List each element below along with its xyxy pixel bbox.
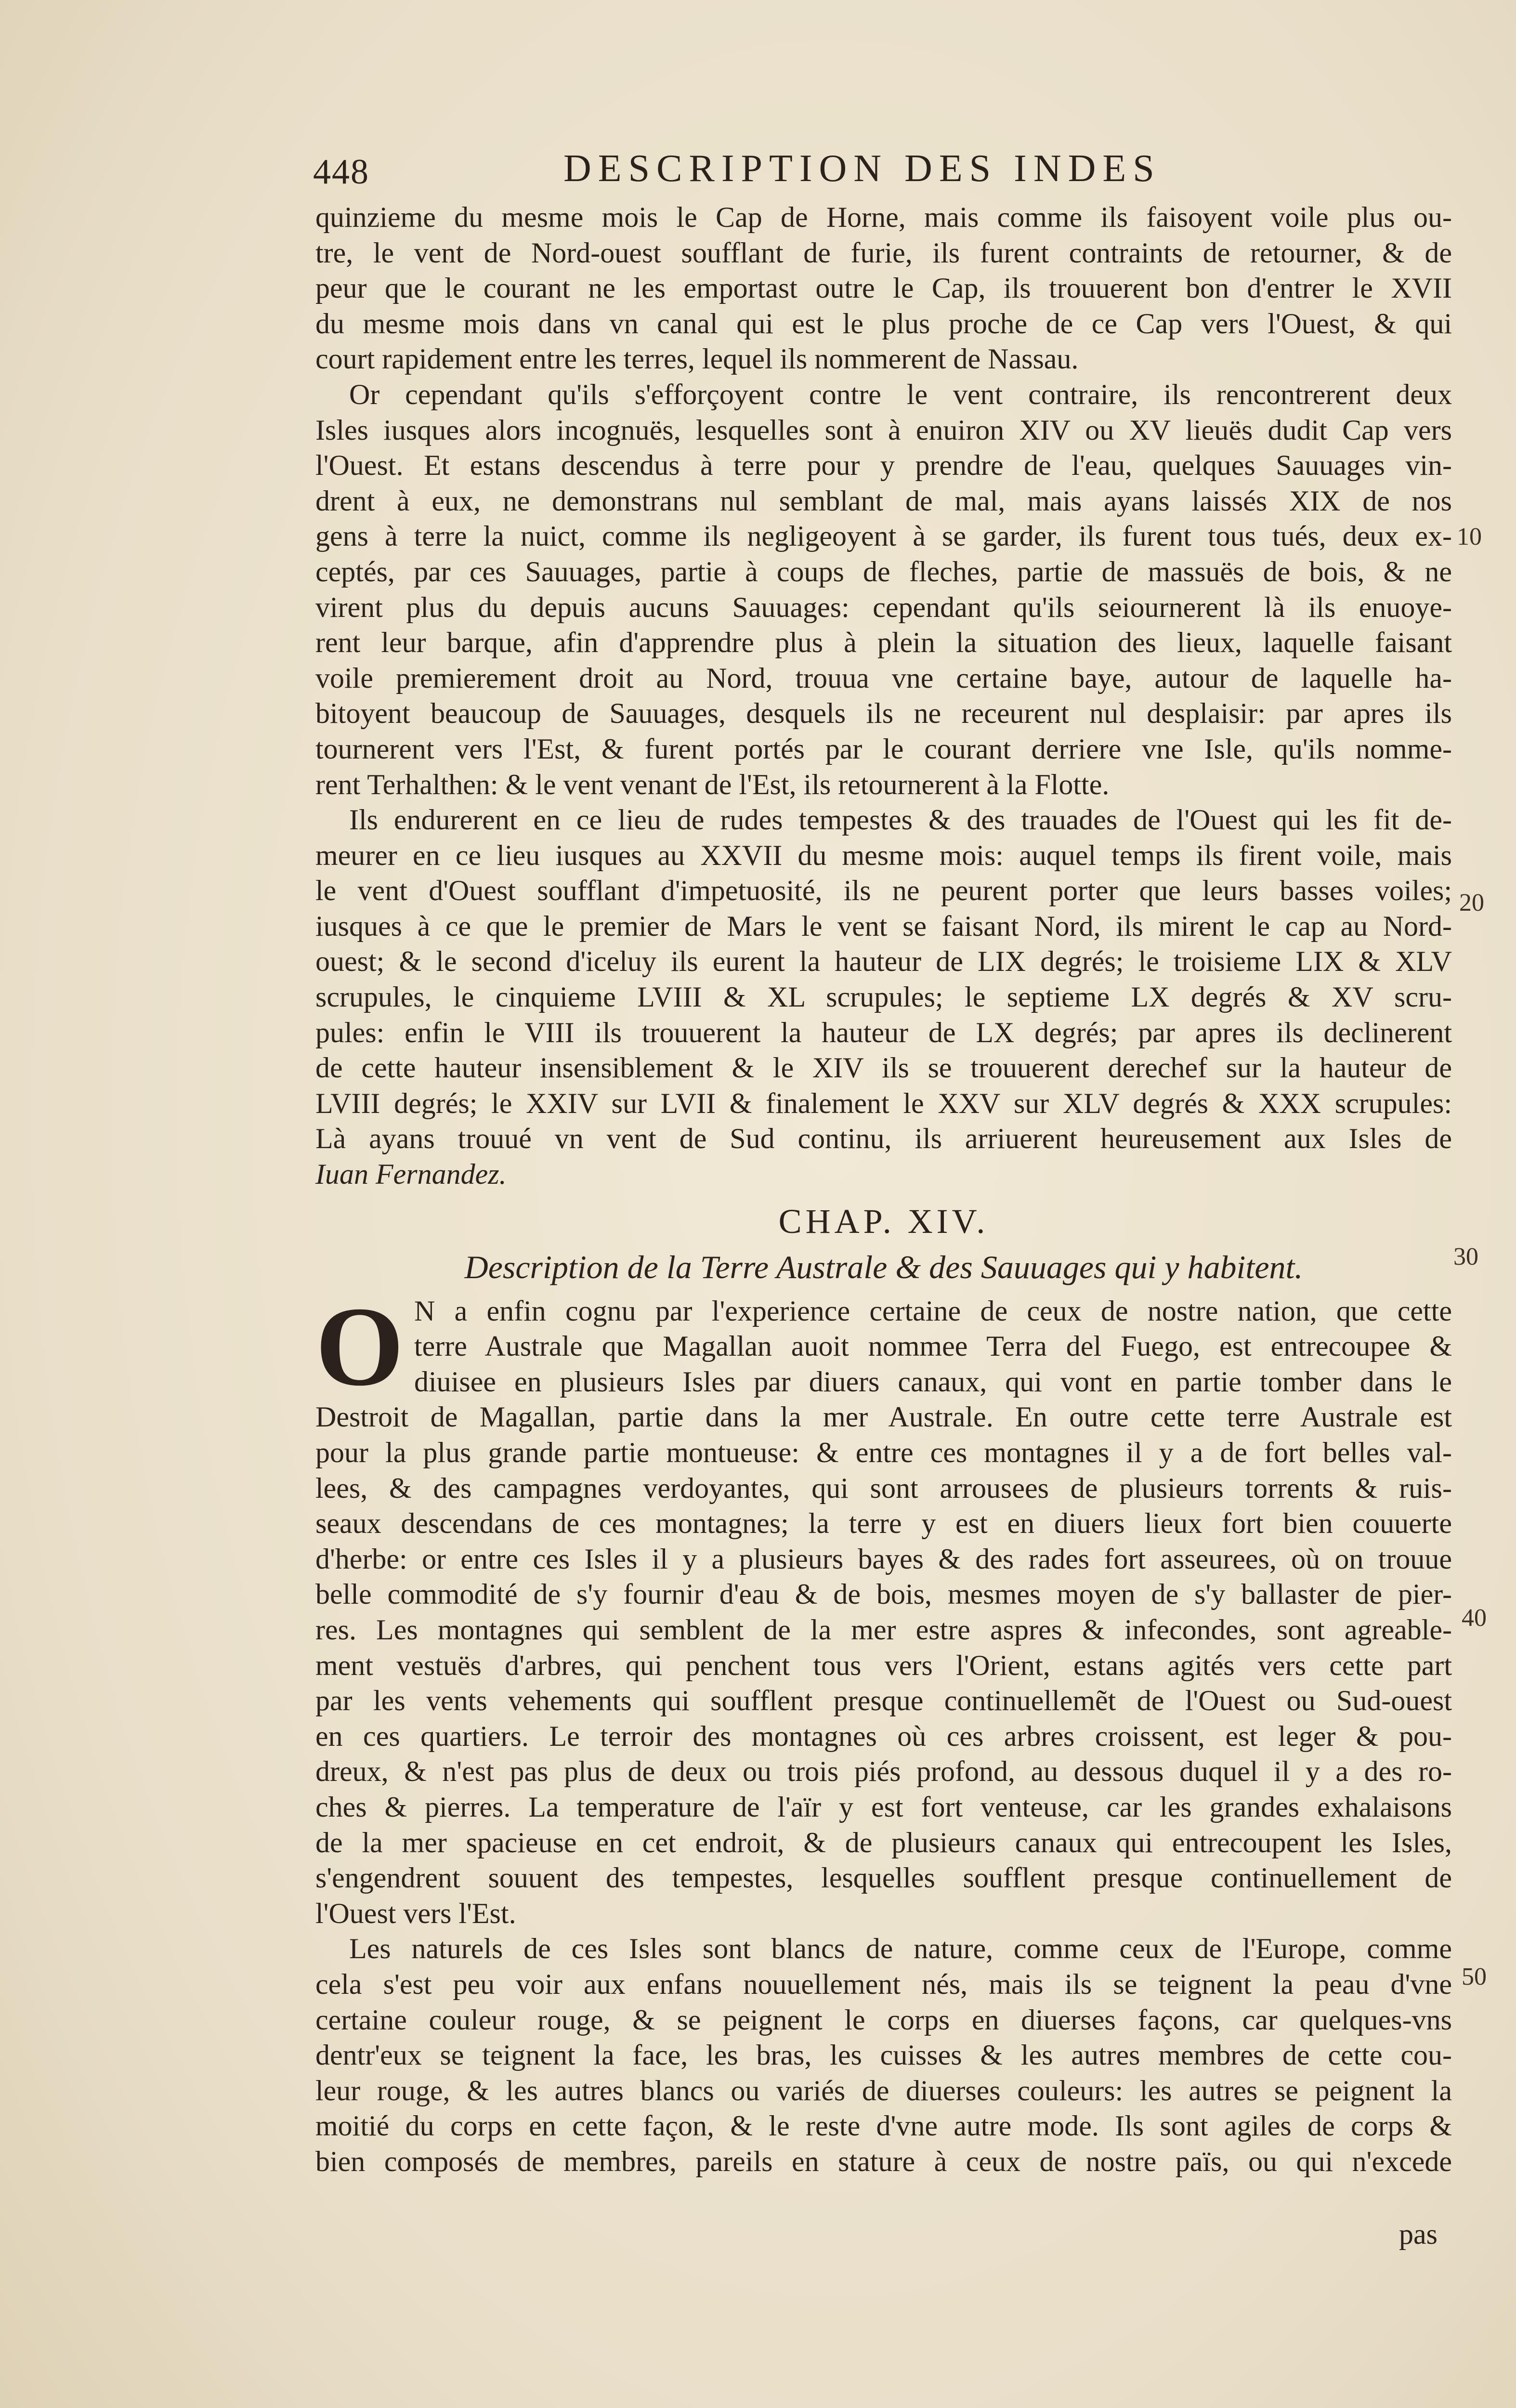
- page-number: 448: [313, 152, 369, 192]
- paragraph-1: [315, 200, 1452, 377]
- text-line: scrupules, le cinquieme LVIII & XL scrupules; le septieme LX degrés & XV scru-: [315, 981, 1452, 1013]
- text-line: certaine couleur rouge, & se peignent le corps en diuerses façons, car quelques-vns: [315, 2003, 1452, 2036]
- text-line: drent à eux, ne demonstrans nul semblant de mal, mais ayans laissés XIX de nos: [315, 484, 1452, 517]
- text-line: tournerent vers l'Est, & furent portés par le courant derriere vne Isle, qu'ils nomme-: [315, 733, 1452, 765]
- line-number-margin: 10: [1457, 523, 1482, 550]
- paragraph-3: [315, 802, 1452, 1192]
- line-number-margin: 50: [1462, 1963, 1487, 1990]
- text-line: quinzieme du mesme mois le Cap de Horne, mais comme ils faisoyent voile plus ou-: [315, 201, 1452, 233]
- paragraph-2: [315, 377, 1452, 802]
- text-line: l'Ouest vers l'Est.: [315, 1897, 516, 1929]
- text-line: de cette hauteur insensiblement & le XIV ils se trouuerent derechef sur la hauteur de: [315, 1052, 1452, 1084]
- text-line: dentr'eux se teignent la face, les bras, les cuisses & les autres membres de cette cou-: [315, 2039, 1452, 2071]
- line-number-margin: 30: [1453, 1243, 1478, 1270]
- text-line: l'Ouest. Et estans descendus à terre pour y prendre de l'eau, quelques Sauuages vin-: [315, 449, 1452, 482]
- text-line: peur que le courant ne les emportast outre le Cap, ils trouuerent bon d'entrer le XVII: [315, 272, 1452, 304]
- paragraph-5: [315, 1931, 1452, 2179]
- text-line: iusques à ce que le premier de Mars le vent se faisant Nord, ils mirent le cap au Nord-: [315, 910, 1452, 942]
- text-line: s'engendrent souuent des tempestes, lesquelles soufflent presque continuellement de: [315, 1862, 1452, 1894]
- line-number-margin: 20: [1459, 889, 1484, 916]
- text-line: gens à terre la nuict, comme ils negligeoyent à se garder, ils furent tous tués, deux ex-: [315, 520, 1452, 552]
- text-line: court rapidement entre les terres, lequel ils nommerent de Nassau.: [315, 343, 1079, 375]
- chapter-title: CHAP. XIV.: [778, 1202, 989, 1241]
- text-line: Isles iusques alors incognuës, lesquelles sont à enuiron XIV ou XV lieuës dudit Cap vers: [315, 414, 1452, 446]
- text-line: lees, & des campagnes verdoyantes, qui sont arrousees de plusieurs torrents & ruis-: [315, 1472, 1452, 1504]
- paragraph-4: [315, 1283, 1452, 1932]
- text-line: Or cependant qu'ils s'efforçoyent contre le vent contraire, ils rencontrerent deux: [349, 378, 1452, 410]
- text-line: de la mer spacieuse en cet endroit, & de plusieurs canaux qui entrecoupent les Isles,: [315, 1826, 1452, 1858]
- line-number-margin: 40: [1462, 1604, 1487, 1632]
- text-line: virent plus du depuis aucuns Sauuages: cependant qu'ils seiournerent là ils enuoye-: [315, 591, 1452, 623]
- text-line: ment vestuës d'arbres, qui penchent tous vers l'Orient, estans agités vers cette part: [315, 1649, 1452, 1681]
- text-line: bitoyent beaucoup de Sauuages, desquels ils ne receurent nul desplaisir: par apres ils: [315, 697, 1452, 730]
- text-line: rent Terhalthen: & le vent venant de l'Est, ils retournerent à la Flotte.: [315, 768, 1110, 800]
- text-line: ouest; & le second d'iceluy ils eurent la hauteur de LIX degrés; le troisieme LIX & XLV: [315, 945, 1452, 978]
- text-line: du mesme mois dans vn canal qui est le plus proche de ce Cap vers l'Ouest, & qui: [315, 307, 1452, 340]
- text-line: N a enfin cognu par l'experience certaine de ceux de nostre nation, que cette: [414, 1295, 1452, 1327]
- text-line: terre Australe que Magallan auoit nommee Terra del Fuego, est entrecoupee &: [414, 1330, 1452, 1362]
- text-line: ceptés, par ces Sauuages, partie à coups de fleches, partie de massuës de bois, & ne: [315, 555, 1452, 588]
- text-line: Iuan Fernandez.: [315, 1158, 507, 1191]
- drop-cap: O: [315, 1283, 404, 1410]
- text-line: belle commodité de s'y fournir d'eau & de bois, mesmes moyen de s'y ballaster de pier-: [315, 1578, 1452, 1610]
- running-title: DESCRIPTION DES INDES: [563, 147, 1161, 190]
- text-line: en ces quartiers. Le terroir des montagnes où ces arbres croissent, est leger & pou-: [315, 1720, 1452, 1752]
- catchword: pas: [1399, 2218, 1438, 2250]
- text-line: voile premierement droit au Nord, trouua vne certaine baye, autour de laquelle ha-: [315, 662, 1452, 694]
- text-line: Destroit de Magallan, partie dans la mer Australe. En outre cette terre Australe est: [315, 1401, 1452, 1433]
- text-line: Là ayans trouué vn vent de Sud continu, ils arriuerent heureusement aux Isles de: [315, 1123, 1452, 1155]
- text-line: meurer en ce lieu iusques au XXVII du mesme mois: auquel temps ils firent voile, mais: [315, 839, 1452, 871]
- text-line: tre, le vent de Nord-ouest soufflant de furie, ils furent contraints de retourner, & de: [315, 236, 1452, 269]
- text-line: d'herbe: or entre ces Isles il y a plusieurs bayes & des rades fort asseurees, où on trouue: [315, 1543, 1452, 1575]
- body-text: [315, 200, 1452, 2179]
- text-line: seaux descendans de ces montagnes; la terre y est en diuers lieux fort bien couuerte: [315, 1507, 1452, 1540]
- text-line: moitié du corps en cette façon, & le reste d'vne autre mode. Ils sont agiles de corps &: [315, 2110, 1452, 2142]
- text-line: LVIII degrés; le XXIV sur LVII & finalement le XXV sur XLV degrés & XXX scrupules:: [315, 1087, 1452, 1119]
- text-line: cela s'est peu voir aux enfans nouuellement nés, mais ils se teignent la peau d'vne: [315, 1968, 1452, 2000]
- text-line: ches & pierres. La temperature de l'aïr y est fort venteuse, car les grandes exhalaisons: [315, 1791, 1452, 1823]
- page-header: [313, 147, 1445, 200]
- text-line: rent leur barque, afin d'apprendre plus à plein la situation des lieux, laquelle faisant: [315, 627, 1452, 659]
- chapter-subtitle: Description de la Terre Australe & des Sauuages qui y habitent.: [464, 1248, 1303, 1285]
- text-line: pour la plus grande partie montueuse: & entre ces montagnes il y a de fort belles val-: [315, 1437, 1452, 1468]
- text-line: diuisee en plusieurs Isles par diuers canaux, qui vont en partie tomber dans le: [414, 1365, 1452, 1398]
- text-line: le vent d'Ouest soufflant d'impetuosité, ils ne peurent porter que leurs basses voiles;: [315, 875, 1452, 907]
- text-line: res. Les montagnes qui semblent de la mer estre aspres & infecondes, sont agreable-: [315, 1613, 1452, 1646]
- text-line: pules: enfin le VIII ils trouuerent la hauteur de LX degrés; par apres ils declinerent: [315, 1016, 1452, 1048]
- text-line: Les naturels de ces Isles sont blancs de nature, comme ceux de l'Europe, comme: [349, 1933, 1452, 1965]
- text-line: par les vents vehements qui soufflent presque continuellemẽt de l'Ouest ou Sud-ouest: [315, 1685, 1452, 1717]
- text-line: dreux, & n'est pas plus de deux ou trois piés profond, au dessous duquel il y a des ro-: [315, 1755, 1452, 1788]
- text-line: leur rouge, & les autres blancs ou variés de diuerses couleurs: les autres se peignent la: [315, 2074, 1452, 2107]
- text-line: bien composés de membres, pareils en stature à ceux de nostre païs, ou qui n'excede: [315, 2145, 1452, 2177]
- text-line: Ils endurerent en ce lieu de rudes tempestes & des trauades de l'Ouest qui les fit de-: [349, 804, 1452, 836]
